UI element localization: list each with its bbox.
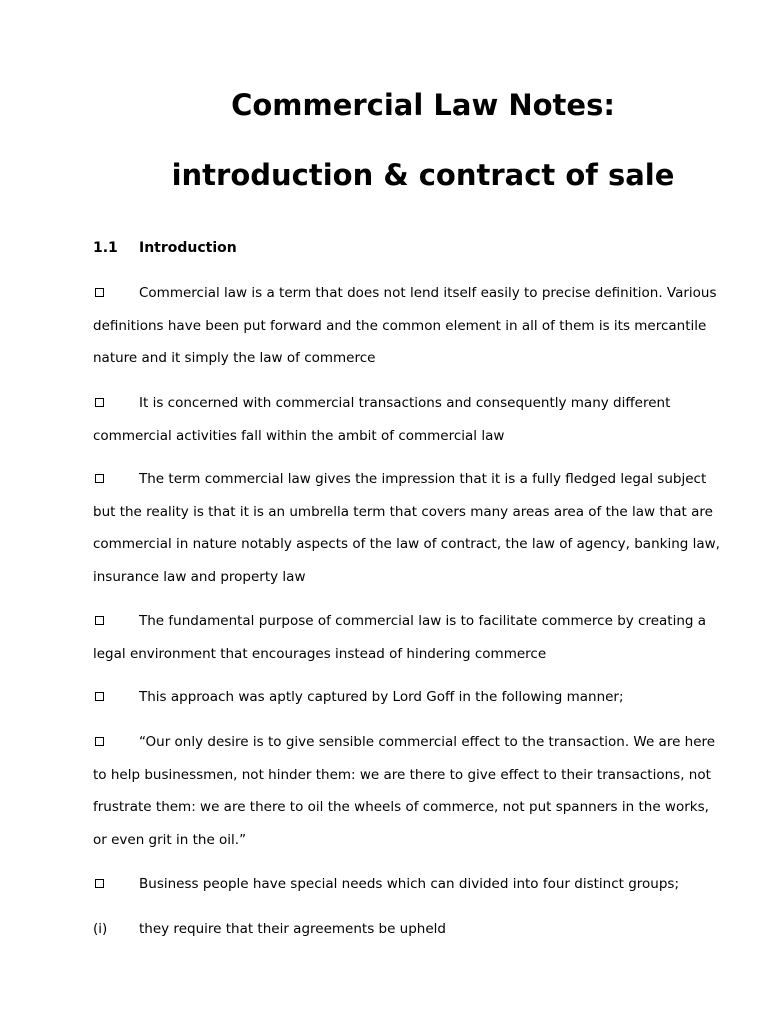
checkbox-icon (95, 474, 104, 483)
paragraph-text: Business people have special needs which can divided into four distinct groups; (139, 876, 680, 892)
paragraph-text: but the reality is that it is an umbrella term that covers many areas area of the law that are (93, 503, 713, 520)
bullet-box-icon (93, 605, 139, 638)
paragraph-text: The fundamental purpose of commercial law is to facilitate commerce by creating a (139, 613, 707, 629)
paragraph-text: This approach was aptly captured by Lord Goff in the following manner; (139, 689, 624, 705)
list-marker: (i) (93, 921, 108, 937)
paragraph-line (93, 496, 713, 529)
paragraph-text: nature and it simply the law of commerce (93, 350, 376, 366)
paragraph (93, 868, 683, 901)
bullet-box-icon (93, 277, 139, 310)
bullet-box-icon (93, 463, 139, 496)
checkbox-icon (95, 616, 104, 625)
paragraph-line (93, 561, 683, 594)
paragraph (93, 463, 720, 593)
paragraph-text: commercial activities fall within the ambit of commercial law (93, 427, 505, 444)
paragraph-line (93, 638, 683, 671)
paragraph (93, 913, 683, 946)
paragraph-text: definitions have been put forward and the common element in all of them is its mercantile (93, 317, 707, 334)
paragraph (93, 681, 683, 714)
paragraph-line (93, 310, 707, 343)
paragraph-line (93, 342, 683, 375)
paragraph-line (93, 605, 707, 638)
bullet-box-icon (93, 387, 139, 420)
paragraph (93, 387, 683, 452)
checkbox-icon (95, 288, 104, 297)
bullet-box-icon (93, 868, 139, 901)
paragraph-line (93, 463, 707, 496)
paragraph-text: Commercial law is a term that does not lend itself easily to precise definition. Various (139, 285, 717, 301)
paragraph-line (93, 868, 683, 901)
paragraph-text: they require that their agreements be upheld (139, 921, 446, 937)
document-title-line-1: Commercial Law Notes: (231, 88, 615, 122)
paragraph-text: legal environment that encourages instead of hindering commerce (93, 645, 547, 662)
paragraph-line (93, 277, 717, 310)
section-number: 1.1 (93, 240, 118, 256)
paragraph-line (93, 913, 683, 946)
paragraph-text: “Our only desire is to give sensible commercial effect to the transaction. We are here (139, 734, 716, 750)
paragraph-text: The term commercial law gives the impression that it is a fully fledged legal subject (139, 471, 707, 487)
paragraph (93, 726, 716, 856)
paragraph-line (93, 726, 716, 759)
section-title: Introduction (139, 240, 237, 256)
section-heading (93, 238, 237, 258)
paragraph (93, 605, 707, 670)
paragraph-line (93, 791, 709, 824)
document-title-line-2: introduction & contract of sale (171, 158, 675, 192)
paragraph-text: or even grit in the oil.” (93, 831, 247, 848)
paragraph-text: frustrate them: we are there to oil the wheels of commerce, not put spanners in the works, (93, 799, 709, 815)
bullet-box-icon (93, 726, 139, 759)
paragraph-line (93, 759, 711, 792)
paragraph (93, 277, 717, 375)
paragraph-text: to help businessmen, not hinder them: we are there to give effect to their transactions, not (93, 766, 711, 783)
checkbox-icon (95, 879, 104, 888)
paragraph-line (93, 420, 683, 453)
paragraph-line (93, 387, 683, 420)
bullet-box-icon (93, 681, 139, 714)
paragraph-line (93, 824, 683, 857)
checkbox-icon (95, 398, 104, 407)
checkbox-icon (95, 692, 104, 701)
paragraph-text: commercial in nature notably aspects of the law of contract, the law of agency, banking law, (93, 536, 720, 552)
checkbox-icon (95, 737, 104, 746)
paragraph-line (93, 681, 683, 714)
paragraph-text: insurance law and property law (93, 568, 306, 585)
paragraph-line (93, 528, 720, 561)
paragraph-text: It is concerned with commercial transactions and consequently many different (139, 395, 671, 411)
